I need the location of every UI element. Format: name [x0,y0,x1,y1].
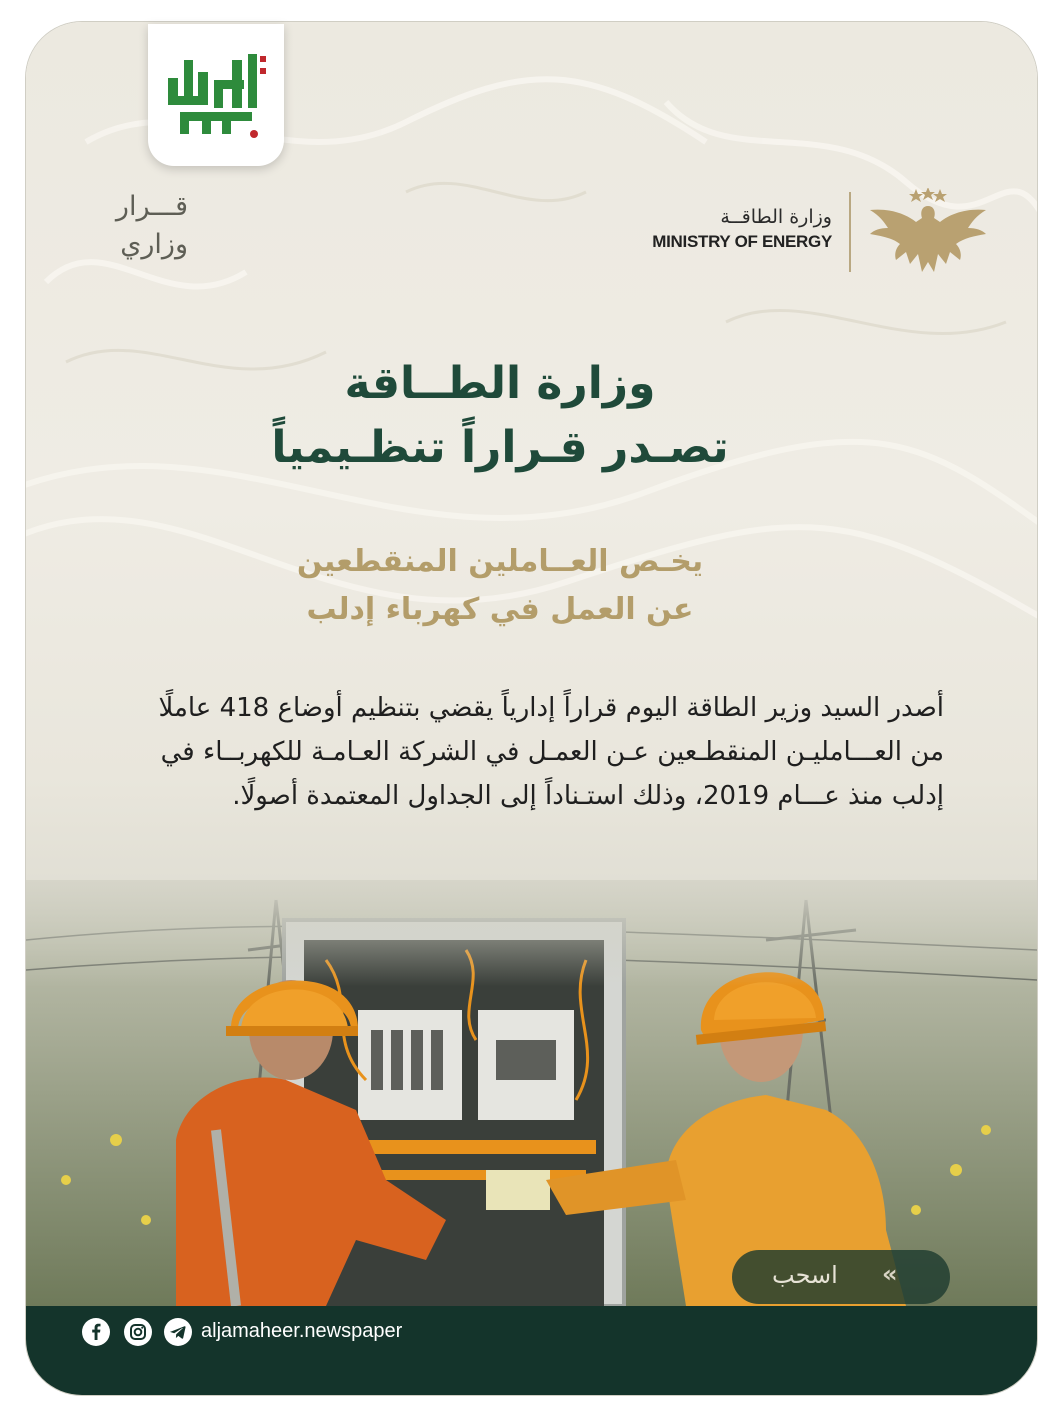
subheadline-line-1: يخـص العــاملين المنقطعين [296,544,704,579]
article-body: أصدر السيد وزير الطاقة اليوم قراراً إدارياً يقضي بتنظيم أوضاع 418 عاملًا من العـــامليـن المنقطـعين عـن العمـل في الشركة العـامـة للكهربــاء في إدلب منذ عـــام 2019، وذلك استـناداً إلى الجداول المعتمدة أصولًا. [158,693,944,811]
instagram-icon [124,1318,152,1346]
headline-line-1: وزارة الطــاقة [344,358,656,409]
newspaper-logo [148,24,284,166]
instagram-link[interactable] [124,1318,152,1346]
ministry-divider [849,192,851,272]
swipe-label: اسحب [772,1261,838,1289]
facebook-link[interactable] [82,1318,110,1346]
swipe-prompt[interactable] [732,1250,950,1304]
tag-line-1: قـــرار [115,191,188,222]
facebook-icon [82,1318,110,1346]
decree-tag [78,188,188,264]
social-handle[interactable]: aljamaheer.newspaper [201,1320,403,1342]
subheadline [200,538,800,634]
workers-electrical-panel-photo [26,880,1037,1306]
double-chevron-icon: « [882,1260,898,1288]
tag-line-2: وزاري [120,229,188,260]
headline-line-2: تصـدر قـراراً تنظـيمياً [271,422,729,473]
telegram-link[interactable] [164,1318,192,1346]
eagle-emblem-icon [866,188,990,280]
ministry-name-arabic: وزارة الطاقــة [720,206,832,228]
telegram-icon [164,1318,192,1346]
ministry-name-english: MINISTRY OF ENERGY [652,232,832,251]
headline [200,352,800,480]
subheadline-line-2: عن العمل في كهرباء إدلب [306,592,694,627]
aljamaheer-logo-icon [162,50,272,146]
